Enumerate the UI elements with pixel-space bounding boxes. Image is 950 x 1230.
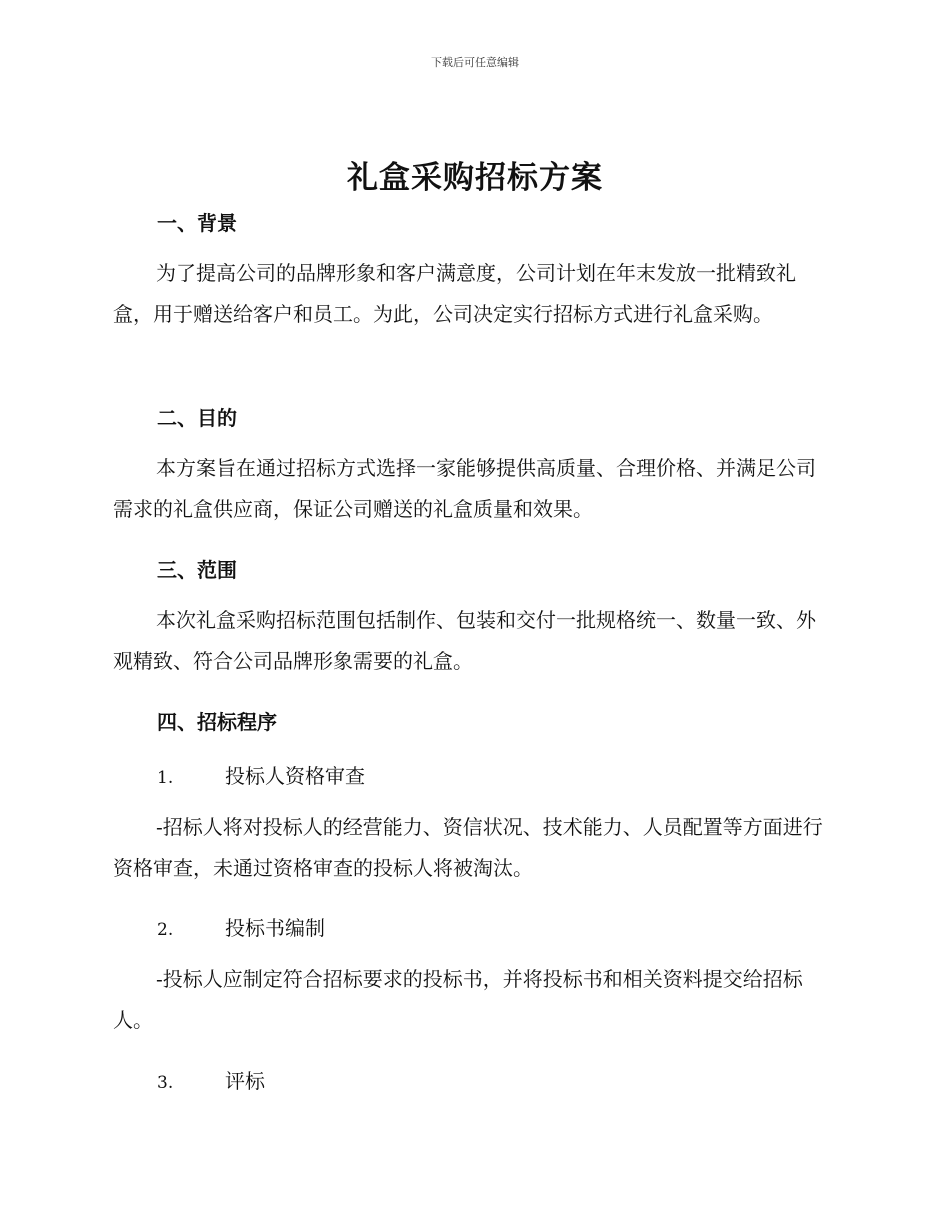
section-heading-scope: 三、范围: [157, 558, 237, 582]
section-heading-procedure: 四、招标程序: [157, 710, 277, 734]
section-body-purpose: 本方案旨在通过招标方式选择一家能够提供高质量、合理价格、并满足公司需求的礼盒供应商，保证公司赠送的礼盒质量和效果。: [113, 456, 816, 521]
document-title: 礼盒采购招标方案: [347, 160, 603, 196]
procedure-body-1: -招标人将对投标人的经营能力、资信状况、技术能力、人员配置等方面进行资格审查，未通过资格审查的投标人将被淘汰。: [113, 815, 823, 880]
section-heading-background: 一、背景: [157, 211, 237, 235]
procedure-number: 2.: [157, 920, 174, 940]
page-header: 下载后可任意编辑: [431, 56, 519, 69]
procedure-number: 3.: [157, 1073, 174, 1093]
section-heading-purpose: 二、目的: [157, 406, 237, 430]
procedure-item-2: [157, 912, 325, 941]
procedure-label: 投标人资格审查: [225, 764, 365, 788]
procedure-number: 1.: [157, 768, 174, 788]
procedure-item-3: [157, 1065, 265, 1094]
procedure-label: 投标书编制: [225, 916, 325, 940]
procedure-item-1: [157, 760, 365, 789]
procedure-label: 评标: [225, 1069, 265, 1093]
procedure-body-2: -投标人应制定符合招标要求的投标书，并将投标书和相关资料提交给招标人。: [113, 967, 803, 1032]
section-body-background: 为了提高公司的品牌形象和客户满意度，公司计划在年末发放一批精致礼盒，用于赠送给客户和员工。为此，公司决定实行招标方式进行礼盒采购。: [113, 261, 796, 326]
section-body-scope: 本次礼盒采购招标范围包括制作、包装和交付一批规格统一、数量一致、外观精致、符合公司品牌形象需要的礼盒。: [113, 608, 816, 673]
